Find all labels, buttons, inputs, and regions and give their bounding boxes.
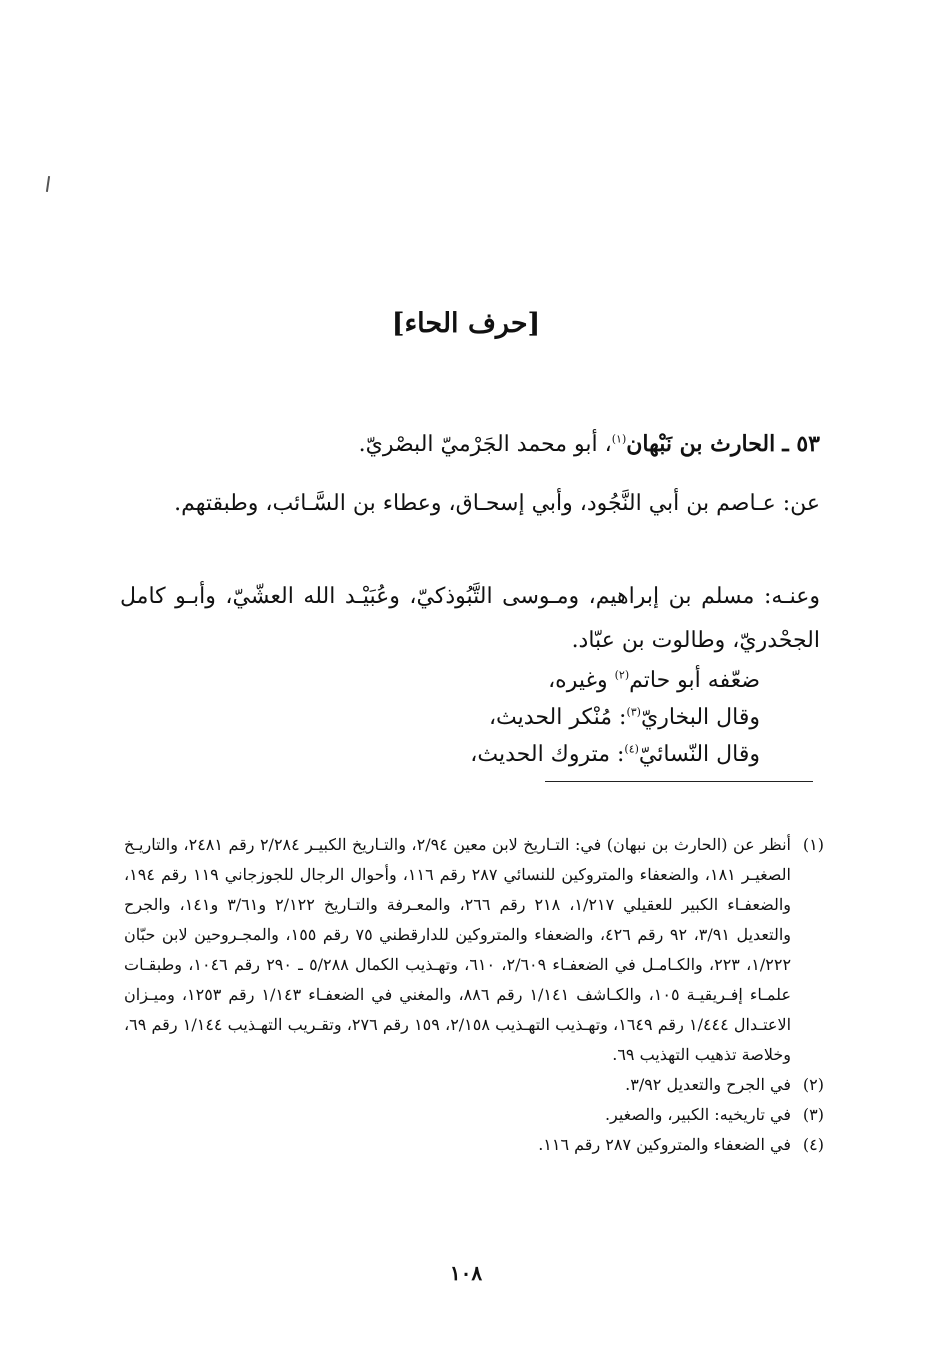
- footnote-mark: (١): [802, 835, 824, 854]
- footnote-1: [124, 830, 824, 1070]
- entry-name: الحارث بن نَبْهان: [626, 431, 776, 457]
- footnote-text: في الجرح والتعديل ٣/٩٢.: [625, 1075, 791, 1094]
- students-paragraph: وعنـه: مسلم بن إبراهيم، ومـوسى التَّبُوذكيّ، وعُبَيْـد الله العشّيّ، وأبـو كامل الجحْدريّ، وطالوت بن عبّاد.: [120, 584, 820, 653]
- page-number: ١٠٨: [449, 1261, 483, 1285]
- footnote-ref-2: (٢): [614, 668, 630, 682]
- opinion-line: وقال البخاريّ$^{(٣)}$: مُنْكر الحديث،: [488, 705, 760, 730]
- footnote-text: في الضعفاء والمتروكين ٢٨٧ رقم ١١٦.: [538, 1135, 791, 1154]
- footnote-text: أنظر عن (الحارث بن نبهان) في: التـاريخ لابن معين ٢/٩٤، والتـاريخ الكبيـر ٢/٢٨٤ رقم ٢٤٨١، والتاريـخ الصغيـر ١٨١، والضعفاء والمتروكين للنسائي ٢٨٧ رقم ١١٦، وأحوال الرجال للجوزجاني ١١٩ رقم ١٩٤، والضعفـاء الكبير للعقيلي ١/٢١٧، ٢١٨ رقم ٢٦٦، والمعـرفة والتـاريخ ٢/١٢٢ و٣/٦١ و١٤١، والجرح والتعديل ٣/٩١، ٩٢ رقم ٤٢٦، والضعفاء والمتروكين للدارقطني ٧٥ رقم ١٥٥، والمجـروحين لابن حبّان ١/٢٢٢، ٢٢٣، والكـامـل في الضعفـاء ٢/٦٠٩، ٦١٠، وتهـذيب الكمال ٥/٢٨٨ ـ ٢٩٠ رقم ١٠٤٦، وطبقـات علمـاء إفـريقيـة ١٠٥، والكـاشف ١/١٤١ رقم ٨٨٦، والمغني في الضعفـاء ١/١٤٣ رقم ١٢٥٣، وميـزان الاعتـدال ١/٤٤٤ رقم ١٦٤٩، وتهـذيب التهـذيب ٢/١٥٨، ١٥٩ رقم ٢٧٦، وتقـريب التهـذيب ١/١٤٤ رقم ٦٩، وخلاصة تذهيب التهذيب ٦٩.: [124, 835, 792, 1064]
- biography-entry-title: [120, 422, 820, 467]
- chapter-heading: [حرف الحاء]: [391, 308, 541, 339]
- footnotes: [124, 830, 824, 1160]
- footnote-ref-4: (٤): [624, 742, 639, 756]
- footnote-mark: (٤): [802, 1135, 824, 1154]
- teachers-paragraph: عن: عـاصم بن أبي النَّجُود، وأبي إسحـاق، وعطاء بن السَّـائب، وطبقتهم.: [174, 491, 820, 516]
- stray-pen-mark: [46, 176, 50, 192]
- footnote-mark: (٣): [802, 1105, 824, 1124]
- footnote-ref-1: (١): [611, 432, 627, 446]
- entry-number: ٥٣ ـ: [782, 431, 820, 457]
- footnote-3: [124, 1100, 824, 1130]
- footnote-text: في تاريخيه: الكبير، والصغير.: [604, 1105, 791, 1124]
- opinion-line: وقال النّسائيّ$^{(٤)}$: متروك الحديث،: [470, 742, 760, 767]
- footnote-2: [124, 1070, 824, 1100]
- footnote-mark: (٢): [802, 1075, 824, 1094]
- footnote-4: [124, 1130, 824, 1160]
- critic-opinions: [160, 662, 760, 773]
- footnote-ref-3: (٣): [626, 705, 641, 719]
- opinion-line: ضعّفه أبو حاتم$^{(٢)}$ وغيره،: [548, 668, 760, 693]
- entry-kunya: ، أبو محمد الجَرْميّ البصْريّ.: [358, 432, 612, 457]
- footnote-separator: [545, 781, 813, 782]
